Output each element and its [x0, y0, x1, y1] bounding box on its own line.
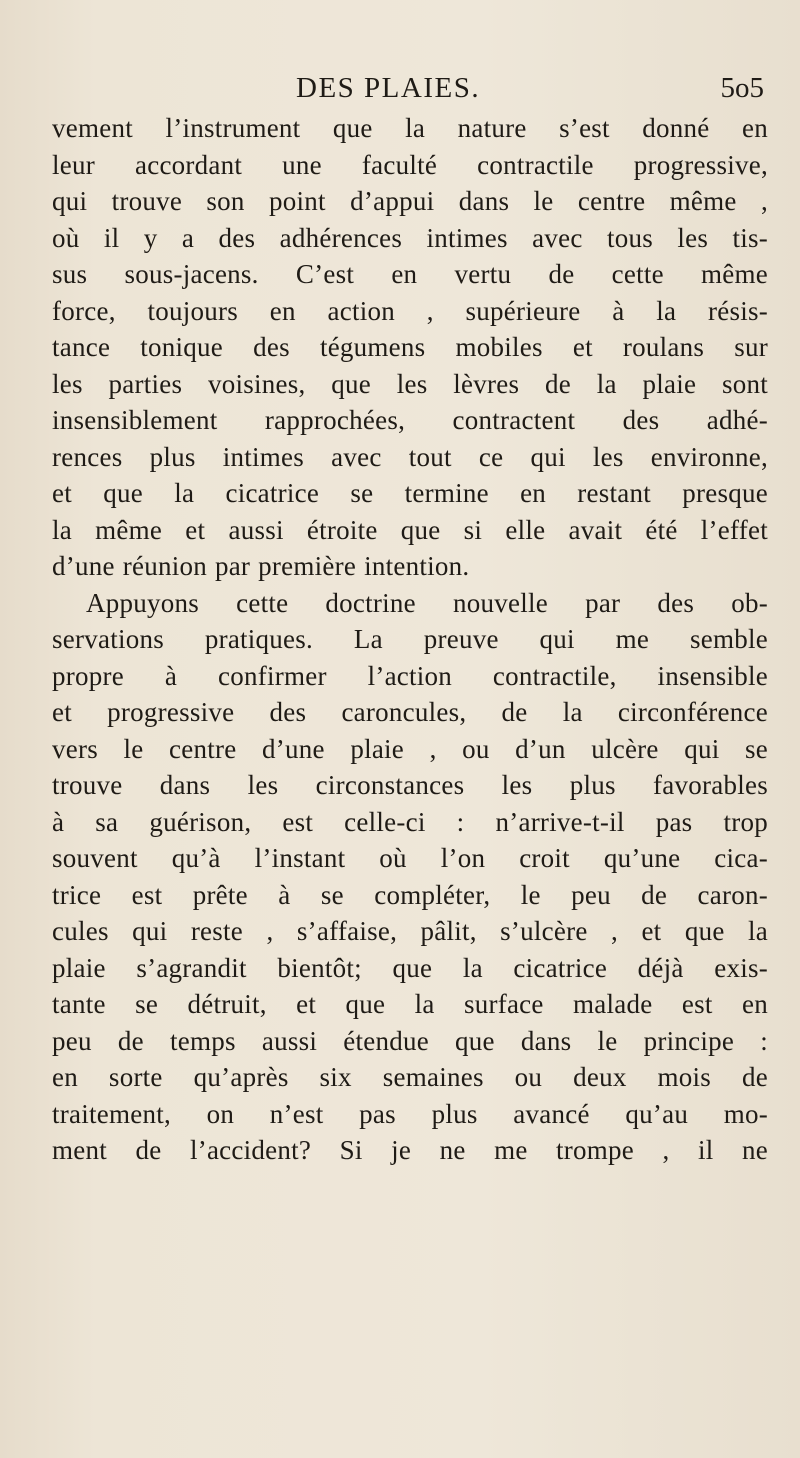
text-line: sus sous-jacens. C’est en vertu de cette même — [52, 259, 768, 289]
text-line: trouve dans les circonstances les plus favorables — [52, 770, 768, 800]
text-line: la même et aussi étroite que si elle avait été l’effet — [52, 514, 768, 545]
text-line: et progressive des caroncules, de la circonférence — [52, 697, 768, 727]
text-line: peu de temps aussi étendue que dans le principe : — [52, 1025, 768, 1056]
text-line: servations pratiques. La preuve qui me semble — [52, 624, 768, 654]
text-line: propre à confirmer l’action contractile, insensible — [52, 660, 768, 691]
text-line: en sorte qu’après six semaines ou deux mois de — [52, 1062, 768, 1092]
text-line: insensiblement rapprochées, contractent des adhé- — [52, 405, 768, 435]
text-line: et que la cicatrice se termine en restant presque — [52, 478, 768, 508]
text-line: les parties voisines, que les lèvres de la plaie sont — [52, 368, 768, 399]
text-line: plaie s’agrandit bientôt; que la cicatrice déjà exis- — [52, 952, 768, 983]
text-line: vers le centre d’une plaie , ou d’un ulcère qui se — [52, 733, 768, 764]
text-line: où il y a des adhérences intimes avec tous les tis- — [52, 222, 768, 253]
text-line: à sa guérison, est celle-ci : n’arrive-t-il pas trop — [52, 806, 768, 837]
text-line: trice est prête à se compléter, le peu de caron- — [52, 879, 768, 910]
running-head — [56, 70, 768, 114]
text-line: qui trouve son point d’appui dans le centre même , — [52, 186, 768, 216]
text-line: leur accordant une faculté contractile progressive, — [52, 149, 768, 180]
text-line: souvent qu’à l’instant où l’on croit qu’une cica- — [52, 843, 768, 873]
text-line: ment de l’accident? Si je ne me trompe , il ne — [52, 1135, 768, 1165]
running-title: DES PLAIES. — [296, 72, 481, 104]
text-line: tance tonique des tégumens mobiles et roulans sur — [52, 332, 768, 362]
body-text — [52, 110, 768, 1169]
text-line-paragraph-end: d’une réunion par première intention. — [52, 551, 470, 581]
text-line: tante se détruit, et que la surface malade est en — [52, 989, 768, 1019]
text-line-paragraph-start: Appuyons cette doctrine nouvelle par des ob- — [86, 587, 768, 618]
page-number: 5o5 — [720, 72, 764, 104]
text-line: vement l’instrument que la nature s’est donné en — [52, 113, 768, 143]
text-line: force, toujours en action , supérieure à la résis- — [52, 295, 768, 326]
text-line: rences plus intimes avec tout ce qui les environne, — [52, 441, 768, 472]
text-line: traitement, on n’est pas plus avancé qu’au mo- — [52, 1098, 768, 1129]
text-line: cules qui reste , s’affaise, pâlit, s’ulcère , et que la — [52, 916, 768, 946]
